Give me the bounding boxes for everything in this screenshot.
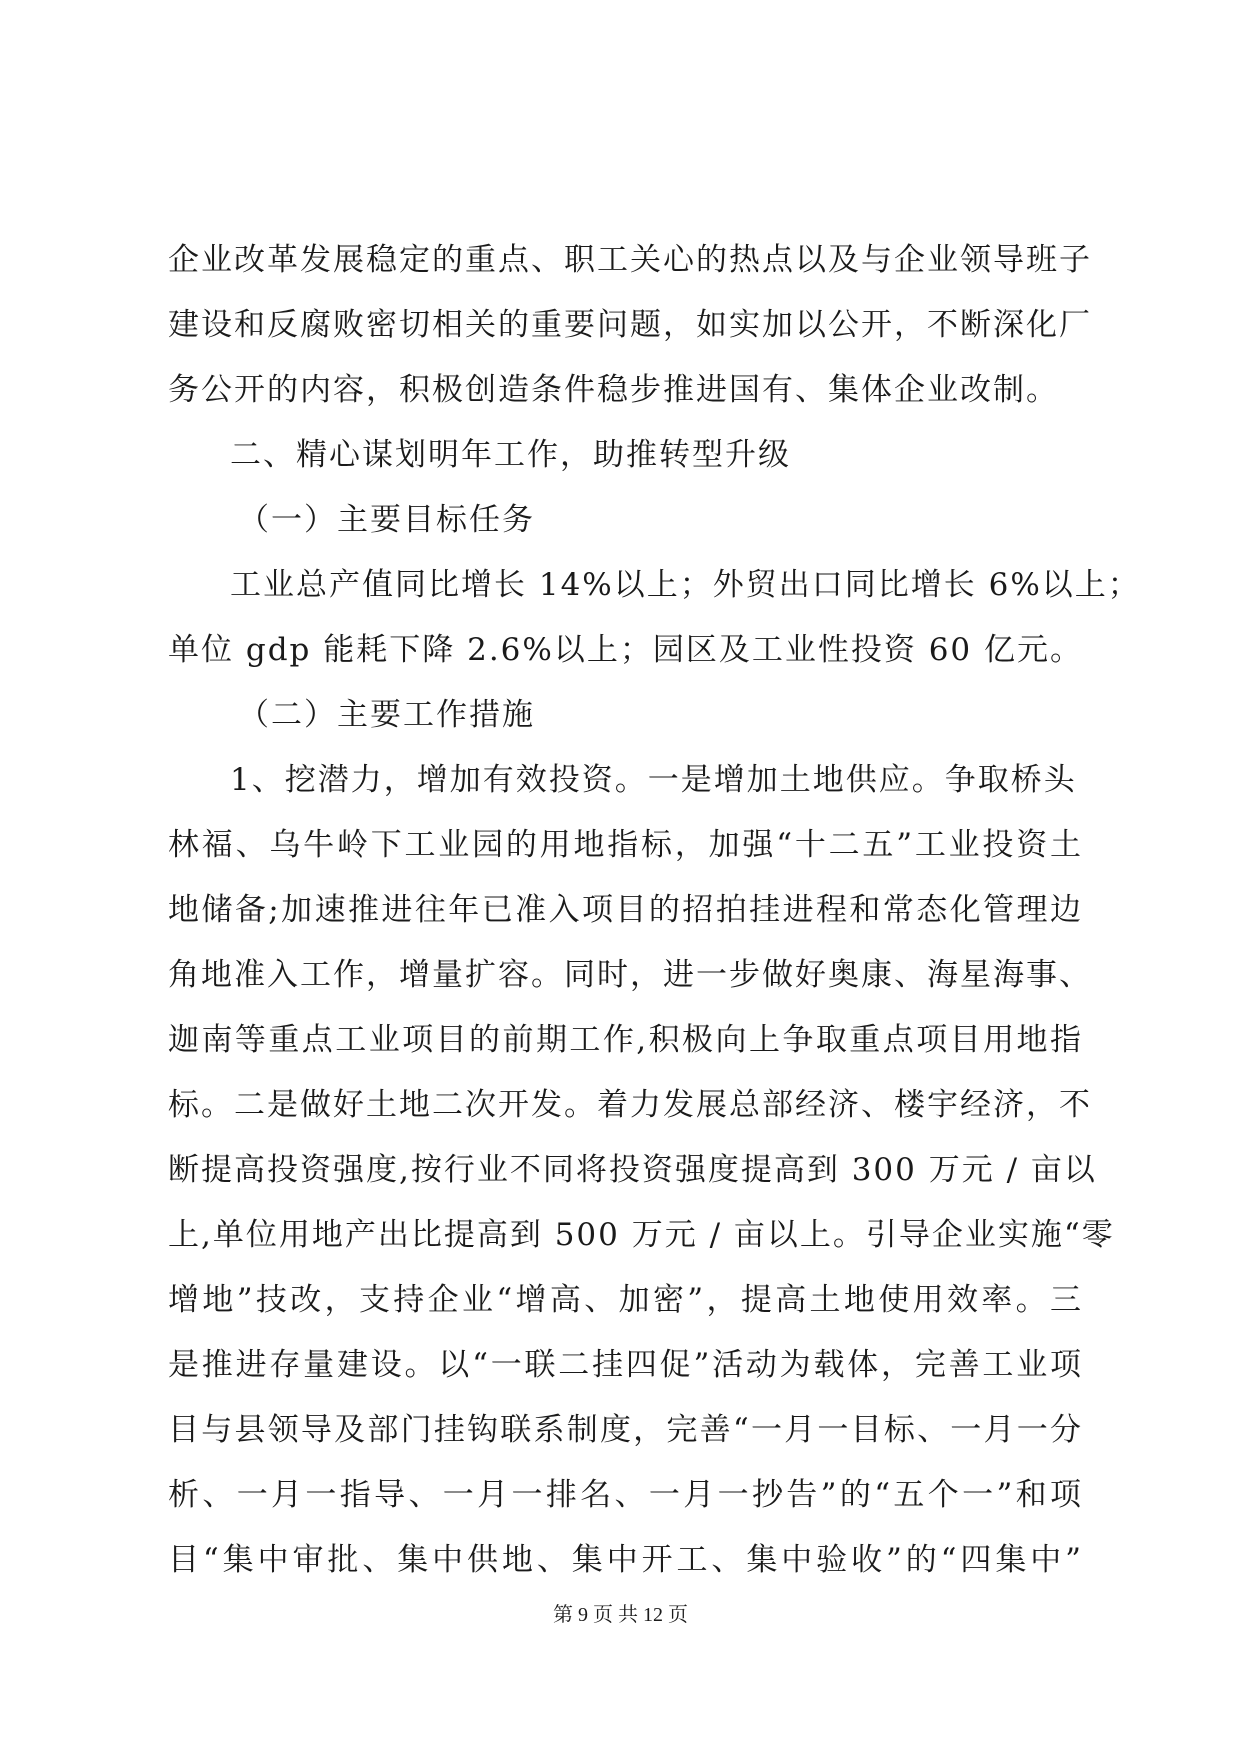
paragraph-line: 角地准入工作，增量扩容。同时，进一步做好奥康、海星海事、 bbox=[168, 957, 1092, 993]
paragraph-line: 林福、乌牛岭下工业园的用地指标，加强“十二五”工业投资土 bbox=[168, 827, 1083, 863]
paragraph-line: 迦南等重点工业项目的前期工作,积极向上争取重点项目用地指 bbox=[168, 1022, 1083, 1058]
paragraph-line: 工业总产值同比增长 14%以上；外贸出口同比增长 6%以上； bbox=[230, 567, 1141, 603]
paragraph-line: 地储备;加速推进往年已准入项目的招拍挂进程和常态化管理边 bbox=[168, 892, 1083, 928]
subsection-heading: （一）主要目标任务 bbox=[238, 502, 535, 538]
page-number-footer: 第 9 页 共 12 页 bbox=[553, 1604, 688, 1626]
paragraph-line: 上,单位用地产出比提高到 500 万元 / 亩以上。引导企业实施“零 bbox=[168, 1217, 1115, 1253]
paragraph-line: 增地”技改，支持企业“增高、加密”，提高土地使用效率。三 bbox=[168, 1282, 1083, 1318]
paragraph-line: 析、一月一指导、一月一排名、一月一抄告”的“五个一”和项 bbox=[168, 1477, 1083, 1513]
paragraph-line: 是推进存量建设。以“一联二挂四促”活动为载体，完善工业项 bbox=[168, 1347, 1083, 1383]
paragraph-line: 建设和反腐败密切相关的重要问题，如实加以公开，不断深化厂 bbox=[168, 307, 1092, 343]
paragraph-line: 断提高投资强度,按行业不同将投资强度提高到 300 万元 / 亩以 bbox=[168, 1152, 1097, 1188]
section-heading: 二、精心谋划明年工作，助推转型升级 bbox=[230, 437, 791, 473]
subsection-heading: （二）主要工作措施 bbox=[238, 697, 535, 733]
paragraph-line: 目“集中审批、集中供地、集中开工、集中验收”的“四集中” bbox=[168, 1542, 1083, 1578]
paragraph-line: 务公开的内容，积极创造条件稳步推进国有、集体企业改制。 bbox=[168, 372, 1059, 408]
paragraph-line: 企业改革发展稳定的重点、职工关心的热点以及与企业领导班子 bbox=[168, 242, 1092, 278]
paragraph-line: 目与县领导及部门挂钩联系制度，完善“一月一目标、一月一分 bbox=[168, 1412, 1083, 1448]
paragraph-line: 单位 gdp 能耗下降 2.6%以上；园区及工业性投资 60 亿元。 bbox=[168, 632, 1084, 668]
paragraph-line: 1、挖潜力，增加有效投资。一是增加土地供应。争取桥头 bbox=[230, 762, 1077, 798]
body-text bbox=[168, 228, 1141, 1593]
paragraph-line: 标。二是做好土地二次开发。着力发展总部经济、楼宇经济，不 bbox=[168, 1087, 1092, 1123]
